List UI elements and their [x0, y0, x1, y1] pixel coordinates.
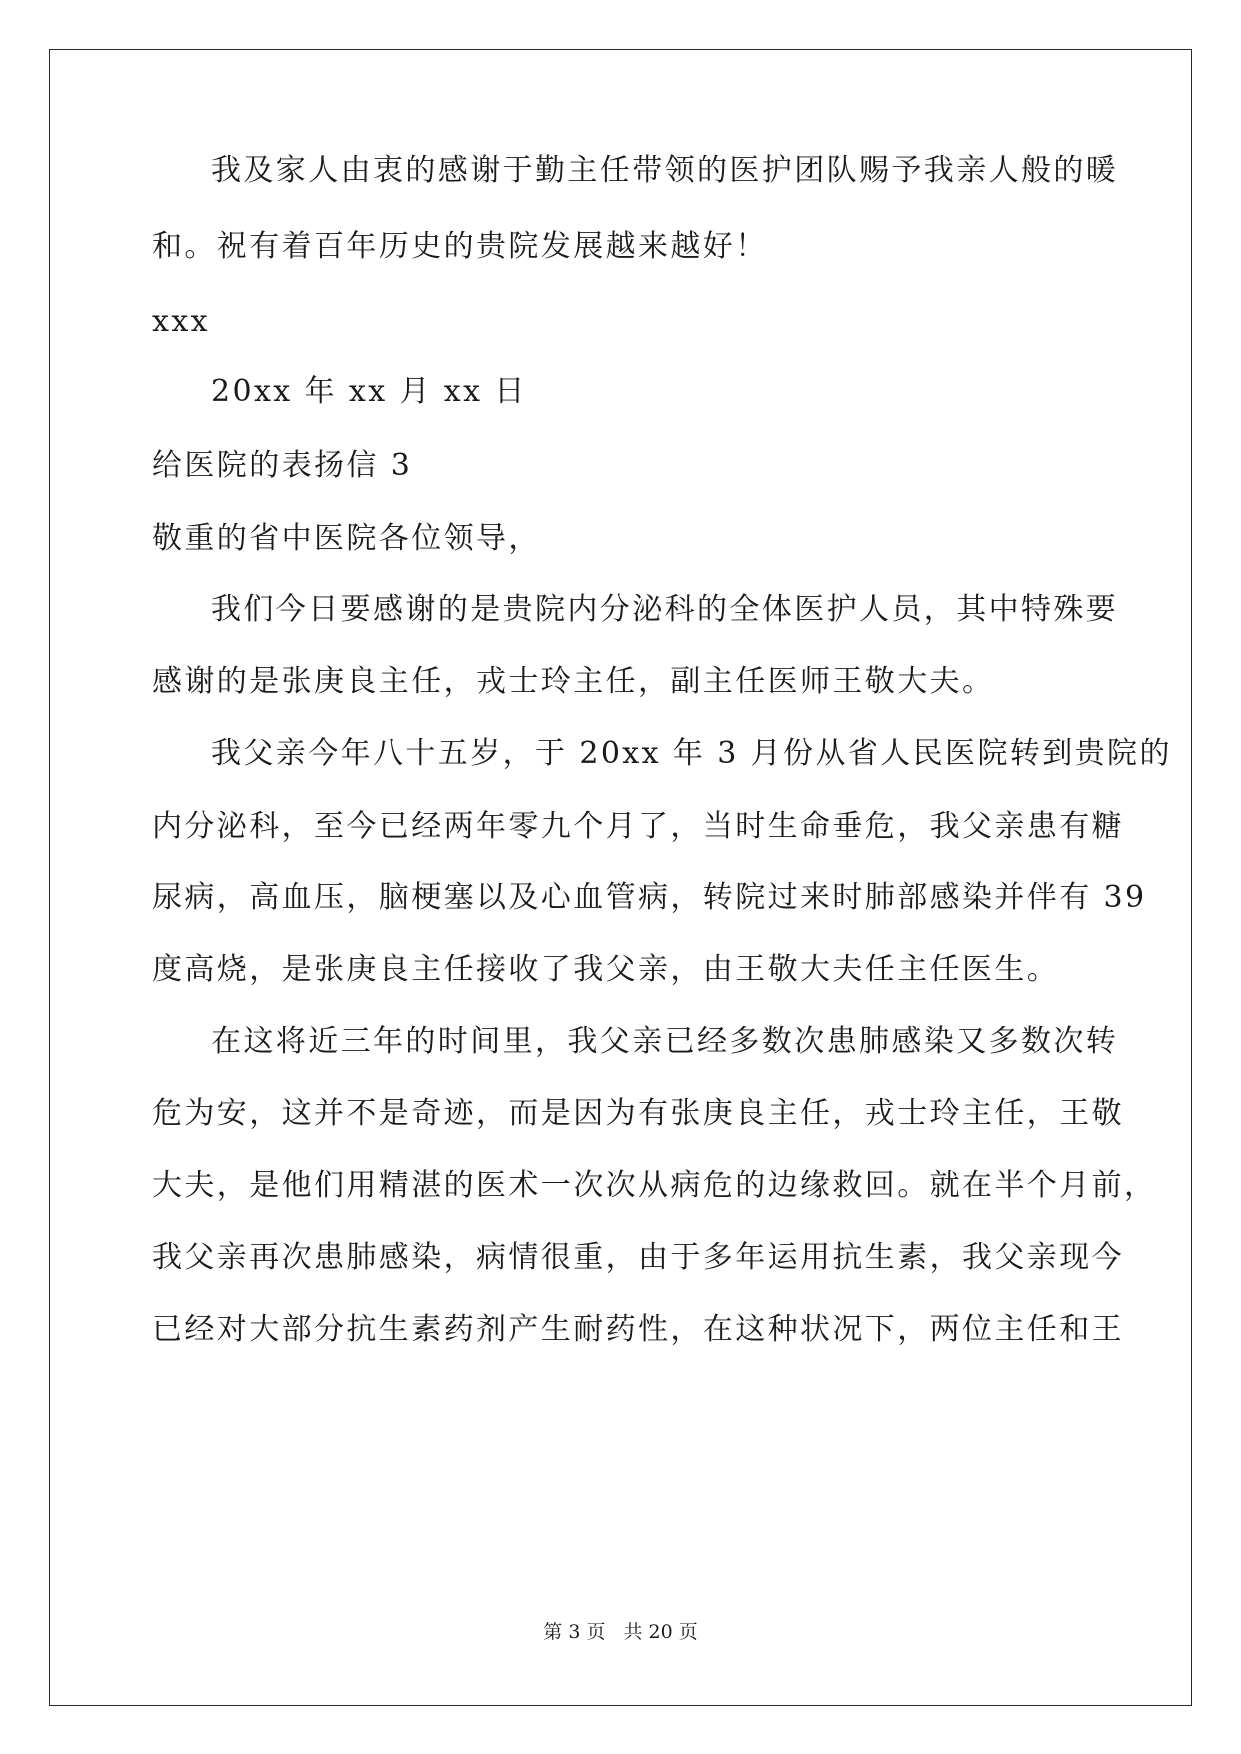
page-footer	[0, 1620, 1241, 1644]
text-line: 在这将近三年的时间里，我父亲已经多数次患肺感染又多数次转	[211, 1024, 1119, 1059]
text-line: 度高烧，是张庚良主任接收了我父亲，由王敬大夫任主任医生。	[152, 952, 1060, 987]
text-line: 危为安，这并不是奇迹，而是因为有张庚良主任，戎士玲主任，王敬	[152, 1096, 1124, 1131]
text-line: 内分泌科，至今已经两年零九个月了，当时生命垂危，我父亲患有糖	[152, 809, 1124, 844]
signature-date: 20xx 年 xx 月 xx 日	[211, 374, 527, 409]
text-line: 大夫，是他们用精湛的医术一次次从病危的边缘救回。就在半个月前，	[152, 1168, 1157, 1203]
letter-title: 给医院的表扬信 3	[152, 448, 413, 483]
text-line: 我及家人由衷的感谢于勤主任带领的医护团队赐予我亲人般的暖	[211, 153, 1119, 188]
page-number-total: 共 20 页	[623, 1621, 698, 1643]
text-line: 我父亲今年八十五岁，于 20xx 年 3 月份从省人民医院转到贵院的	[211, 736, 1172, 771]
text-line: 我父亲再次患肺感染，病情很重，由于多年运用抗生素，我父亲现今	[152, 1240, 1124, 1275]
text-line: 已经对大部分抗生素药剂产生耐药性，在这种状况下，两位主任和王	[152, 1312, 1124, 1347]
text-line: 感谢的是张庚良主任，戎士玲主任，副主任医师王敬大夫。	[152, 664, 995, 699]
text-line: 我们今日要感谢的是贵院内分泌科的全体医护人员，其中特殊要	[211, 592, 1119, 627]
salutation: 敬重的省中医院各位领导，	[152, 521, 541, 556]
signature-name: xxx	[152, 304, 210, 339]
text-line: 尿病，高血压，脑梗塞以及心血管病，转院过来时肺部感染并伴有 39	[152, 880, 1147, 915]
text-line: 和。祝有着百年历史的贵院发展越来越好！	[152, 229, 768, 264]
page-number-current: 第 3 页	[543, 1621, 606, 1643]
